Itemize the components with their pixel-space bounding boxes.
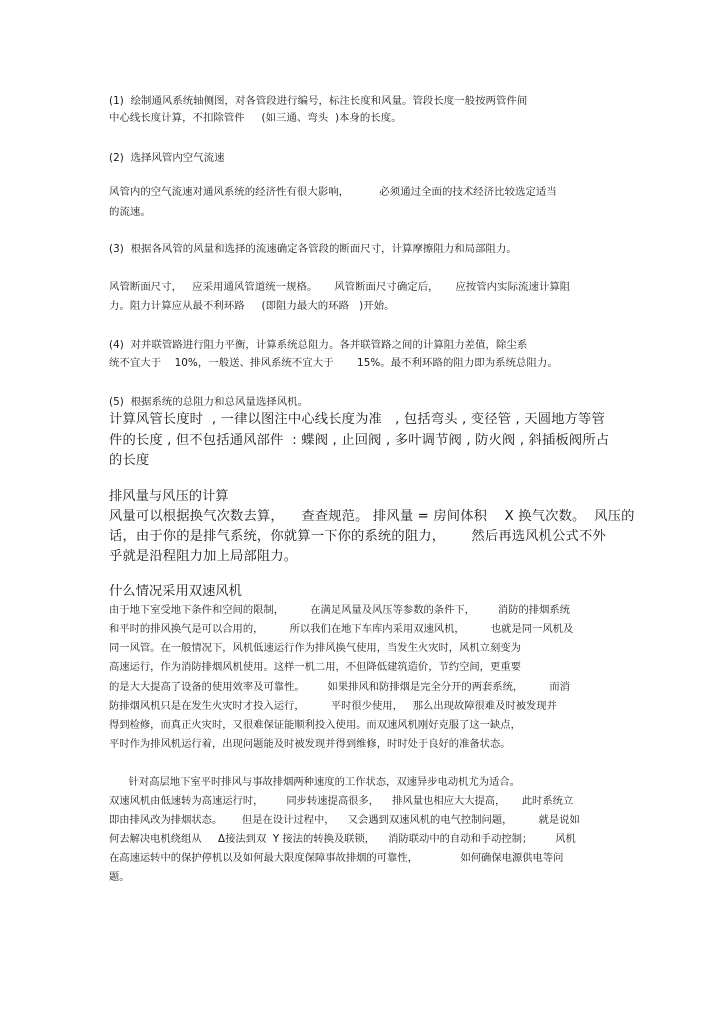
step4-line2: 统不宜大于 10%，一般送、排风系统不宜大于 15%。最不利环路的阻力即为系统总阻力。 — [109, 357, 558, 369]
exhaust-line3: 乎就是沿程阻力加上局部阻力。 — [109, 549, 298, 564]
step3-title: (3) 根据各风管的风量和选择的流速确定各管段的断面尺寸，计算摩擦阻力和局部阻力。 — [109, 243, 517, 255]
dual-line3: 同一风管。在一般情况下，风机低速运行作为排风换气使用，当发生火灾时，风机立刻变为 — [109, 642, 521, 654]
exhaust-line2: 话，由于你的是排气系统，你就算一下你的系统的阻力， 然后再选风机公式不外 — [109, 529, 606, 544]
dual-speed-heading: 什么情况采用双速风机 — [109, 584, 242, 599]
last-line1: 针对高层地下室平时排风与事故排烟两种速度的工作状态，双速异步电动机尤为适合。 — [109, 776, 520, 788]
step2-para-line2: 的流速。 — [109, 206, 151, 218]
dual-line8: 平时作为排风机运行着，出现问题能及时被发现并得到维修，时时处于良好的准备状态。 — [109, 738, 511, 750]
dual-line1: 由于地下室受地下条件和空间的限制， 在满足风量及风压等参数的条件下， 消防的排烟系统 — [109, 604, 570, 616]
step2-para-line1: 风管内的空气流速对通风系统的经济性有很大影响， 必须通过全面的技术经济比较选定适当 — [109, 186, 557, 198]
dual-line5: 的是大大提高了设备的使用效率及可靠性。 如果排风和防排烟是完全分开的两套系统， 而消 — [109, 681, 570, 693]
step3-para-line2: 力。阻力计算应从最不利环路 (即阻力最大的环路 )开始。 — [109, 300, 395, 312]
step1-line1: (1) 绘制通风系统轴侧图，对各管段进行编号，标注长度和风量。管段长度一般按两管件间 — [109, 95, 528, 107]
exhaust-line1: 风量可以根据换气次数去算， 查查规范。 排风量 = 房间体积 X 换气次数。 风压的 — [109, 509, 635, 524]
last-line5: 在高速运转中的保护停机以及如何最大限度保障事故排烟的可靠性， 如何确保电源供电等问 — [109, 852, 564, 864]
dual-line7: 得到检修，而真正火灾时，又很难保证能顺利投入使用。而双速风机刚好克服了这一缺点， — [109, 719, 521, 731]
last-line6: 题。 — [109, 871, 130, 883]
dual-line4: 高速运行，作为消防排烟风机使用。这样一机二用，不但降低建筑造价，节约空间，更重要 — [109, 661, 521, 673]
length-para-line1: 计算风管长度时 , 一律以图注中心线长度为准 , 包括弯头 , 变径管 , 天圆地方等管 — [109, 412, 605, 427]
last-line2: 双速风机由低速转为高速运行时， 同步转速提高很多， 排风量也相应大大提高， 此时系统立 — [109, 795, 574, 807]
step5-title: (5) 根据系统的总阻力和总风量选择风机。 — [109, 396, 309, 408]
length-para-line2: 件的长度 , 但不包括通风部件 : 蝶阀 , 止回阀 , 多叶调节阀 , 防火阀 , 斜插板阀所占 — [109, 433, 610, 448]
step1-line2: 中心线长度计算，不扣除管件 (如三通、弯头 )本身的长度。 — [109, 112, 402, 124]
dual-line6: 防排烟风机只是在发生火灾时才投入运行， 平时很少使用， 那么出现故障很难及时被发现并 — [109, 700, 557, 712]
step2-title: (2) 选择风管内空气流速 — [109, 152, 225, 164]
step4-line1: (4) 对并联管路进行阻力平衡，计算系统总阻力。各并联管路之间的计算阻力差值，除尘系 — [109, 339, 528, 351]
step3-para-line1: 风管断面尺寸， 应采用通风管道统一规格。 风管断面尺寸确定后， 应按管内实际流速计算阻 — [109, 281, 571, 293]
length-para-line3: 的长度 — [109, 453, 150, 468]
dual-line2: 和平时的排风换气是可以合用的， 所以我们在地下车库内采用双速风机， 也就是同一风机及 — [109, 623, 574, 635]
last-line3: 即由排风改为排烟状态。 但是在设计过程中， 又会遇到双速风机的电气控制问题， 就是说如 — [109, 814, 580, 826]
last-line4: 何去解决电机绕组从 Δ接法到双 Y 接法的转换及联锁， 消防联动中的自动和手动控制； 风机 — [109, 833, 576, 845]
exhaust-heading: 排风量与风压的计算 — [109, 489, 229, 504]
